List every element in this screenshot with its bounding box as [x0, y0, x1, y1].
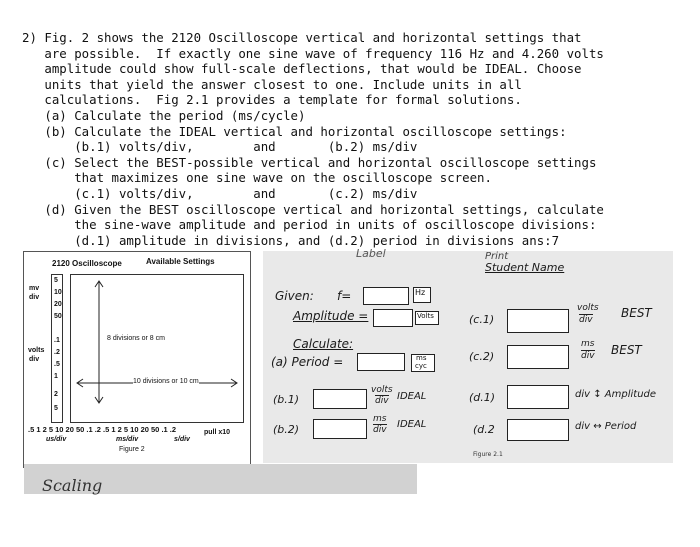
div-label-2: div [29, 356, 40, 363]
vscale-value: .1 [54, 337, 60, 344]
b1-label: (b.1) [273, 393, 300, 406]
ms-div-label: ms/div [116, 436, 139, 443]
b1-unit-top: volts [371, 385, 393, 395]
b1-input-box[interactable] [313, 389, 367, 409]
figure-2-1-caption: Figure 2.1 [473, 451, 503, 458]
vscale-value: 1 [54, 373, 58, 380]
vscale-value: 5 [54, 405, 58, 412]
mv-label: mv [29, 285, 40, 292]
horizontal-scale: .5 1 2 5 10 20 50 .1 .2 .5 1 2 5 10 20 50 .1 .2 [28, 425, 177, 434]
problem-line: (d.1) amplitude in divisions, and (d.2) period in divisions ans:7 [22, 232, 560, 248]
scaling-strip [24, 464, 417, 494]
ms-cyc-unit-box [411, 354, 435, 372]
c1-label: (c.1) [469, 313, 495, 326]
problem-line: amplitude could show full-scale deflections, that would be IDEAL. Choose [22, 61, 582, 77]
d1-text: div ↕ Amplitude [575, 389, 657, 400]
problem-line: (c.1) volts/div, and (c.2) ms/div [22, 185, 418, 201]
problem-text [22, 30, 682, 248]
vscale-value: 2 [54, 391, 58, 398]
vertical-scale-box [51, 274, 63, 423]
vertical-divisions-note: 8 divisions or 8 cm [107, 335, 165, 342]
c1-best: BEST [621, 306, 652, 320]
problem-line: (d) Given the BEST oscilloscope vertical and horizontal settings, calculate [22, 201, 604, 217]
fig2-title-left: 2120 Oscilloscope [52, 259, 122, 268]
problem-line: (b) Calculate the IDEAL vertical and horizontal oscilloscope settings: [22, 123, 567, 139]
vscale-value: 50 [54, 313, 62, 320]
problem-line: the sine-wave amplitude and period in units of oscilloscope divisions: [22, 217, 597, 233]
c2-best: BEST [611, 343, 642, 357]
c2-unit-bottom: div [581, 351, 595, 361]
c1-unit-top: volts [577, 303, 599, 313]
problem-line: (b.1) volts/div, and (b.2) ms/div [22, 139, 418, 155]
d2-input-box[interactable] [507, 419, 569, 441]
ms-unit: ms [416, 354, 427, 362]
hz-unit: Hz [415, 288, 426, 297]
d1-input-box[interactable] [507, 385, 569, 409]
s-div-label: s/div [174, 436, 190, 443]
figure-2-1-template [263, 247, 673, 463]
vscale-value: 10 [54, 289, 62, 296]
student-name-label: Student Name [485, 261, 565, 274]
horizontal-divisions-note: 10 divisions or 10 cm [133, 378, 199, 385]
problem-line: units that yield the answer closest to one. Include units in all [22, 76, 522, 92]
c1-input-box[interactable] [507, 309, 569, 333]
problem-line: that maximizes one sine wave on the oscilloscope screen. [22, 170, 492, 186]
period-label: (a) Period = [271, 355, 344, 369]
problem-line: (a) Calculate the period (ms/cycle) [22, 107, 306, 123]
c1-unit-bottom: div [579, 315, 593, 325]
f-equals: f= [337, 289, 352, 303]
print-label: Print [485, 251, 509, 262]
scope-screen [70, 274, 244, 423]
b2-unit-top: ms [373, 414, 387, 424]
given-label: Given: [275, 289, 314, 303]
scaling-label: Scaling [42, 476, 103, 495]
c2-label: (c.2) [469, 350, 495, 363]
c2-unit-top: ms [581, 339, 595, 349]
volts-unit-box [415, 311, 439, 325]
d2-text: div ↔ Period [575, 421, 637, 432]
vscale-value: .2 [54, 349, 60, 356]
division-arrows [71, 275, 243, 422]
period-input-box[interactable] [357, 353, 405, 371]
us-div-label: us/div [46, 436, 67, 443]
fig2-title-right: Available Settings [146, 257, 215, 266]
c2-input-box[interactable] [507, 345, 569, 369]
amplitude-input-box[interactable] [373, 309, 413, 327]
volts-unit: Volts [417, 312, 434, 320]
label-header: Label [356, 247, 386, 260]
problem-line: calculations. Fig 2.1 provides a template for formal solutions. [22, 92, 522, 108]
vscale-value: 20 [54, 301, 62, 308]
figure-2-caption: Figure 2 [119, 446, 145, 453]
b1-ideal: IDEAL [397, 391, 427, 402]
cyc-unit: cyc [415, 362, 427, 370]
problem-line: are possible. If exactly one sine wave of frequency 116 Hz and 4.260 volts [22, 45, 604, 61]
amplitude-label: Amplitude = [293, 309, 369, 323]
vscale-value: .5 [54, 361, 60, 368]
pull-x10-label: pull x10 [204, 429, 231, 436]
vscale-value: 5 [54, 277, 58, 284]
div-label: div [29, 294, 40, 301]
problem-line: 2) Fig. 2 shows the 2120 Oscilloscope vertical and horizontal settings that [22, 30, 582, 45]
problem-line: (c) Select the BEST-possible vertical and horizontal oscilloscope settings [22, 154, 597, 170]
b2-label: (b.2) [273, 423, 300, 436]
b2-ideal: IDEAL [397, 419, 427, 430]
b2-unit-bottom: div [373, 425, 387, 435]
figure-2-oscilloscope [23, 251, 251, 468]
b1-unit-bottom: div [375, 396, 389, 406]
d2-label: (d.2 [473, 423, 495, 436]
d1-label: (d.1) [469, 391, 496, 404]
volts-label: volts [28, 347, 45, 354]
b2-input-box[interactable] [313, 419, 367, 439]
frequency-input-box[interactable] [363, 287, 409, 305]
hz-unit-box [413, 287, 431, 303]
calculate-label: Calculate: [293, 337, 354, 351]
